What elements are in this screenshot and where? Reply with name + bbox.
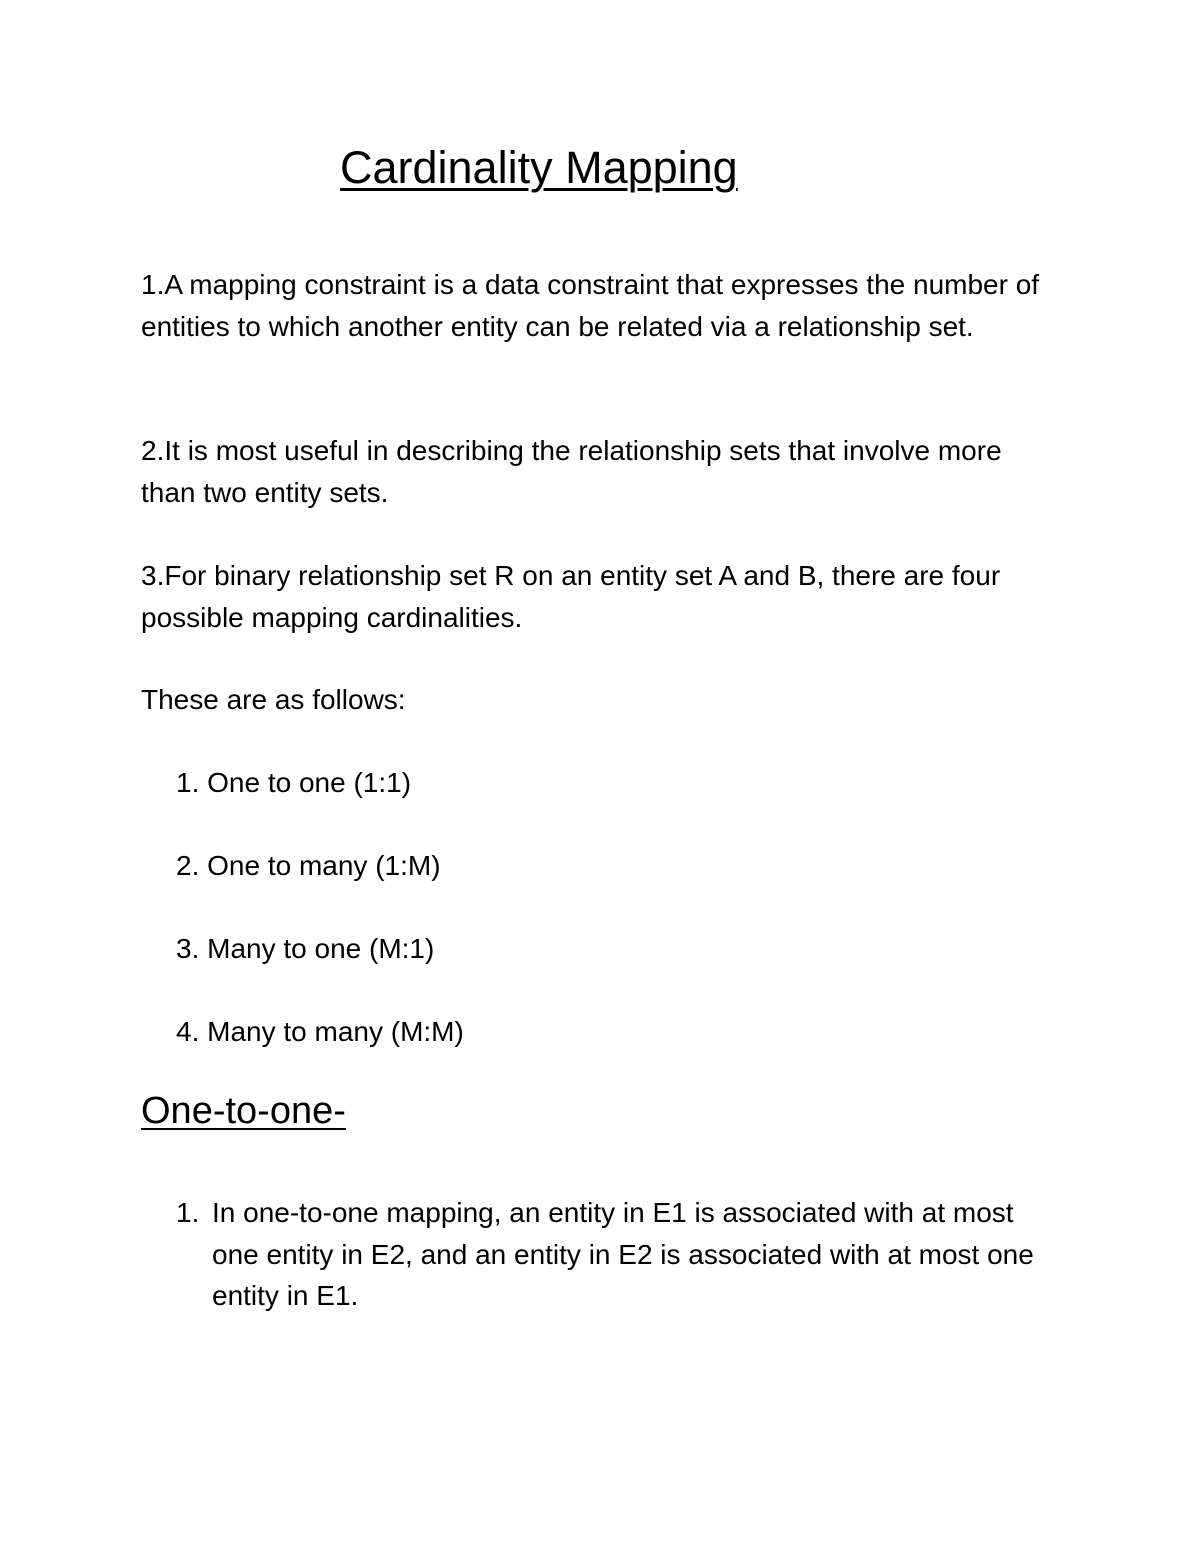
list-item-many-to-many: 4. Many to many (M:M) (176, 1016, 464, 1047)
section-list-item-text: In one-to-one mapping, an entity in E1 is associated with at most one entity in E2, and an entity in E2 is associated with at most one entity in E1. (212, 1197, 1034, 1311)
list-item-one-to-one: 1. One to one (1:1) (176, 767, 412, 798)
paragraph-binary-relationship: 3.For binary relationship set R on an entity set A and B, there are four possible mapping cardinalities. (141, 560, 1001, 633)
section-heading-one-to-one: One-to-one- (141, 1090, 346, 1132)
list-item-many-to-one: 3. Many to one (M:1) (176, 933, 435, 964)
paragraph-mapping-constraint: 1.A mapping constraint is a data constraint that expresses the number of entities to which another entity can be related via a relationship set. (141, 269, 1040, 342)
section-list-item (176, 1192, 1056, 1317)
paragraph-as-follows: These are as follows: (141, 684, 406, 715)
page-title: Cardinality Mapping (340, 142, 738, 193)
section-list-item-number: 1. (176, 1197, 200, 1228)
list-item-one-to-many: 2. One to many (1:M) (176, 850, 441, 881)
paragraph-usefulness: 2.It is most useful in describing the relationship sets that involve more than two entity sets. (141, 435, 1002, 508)
